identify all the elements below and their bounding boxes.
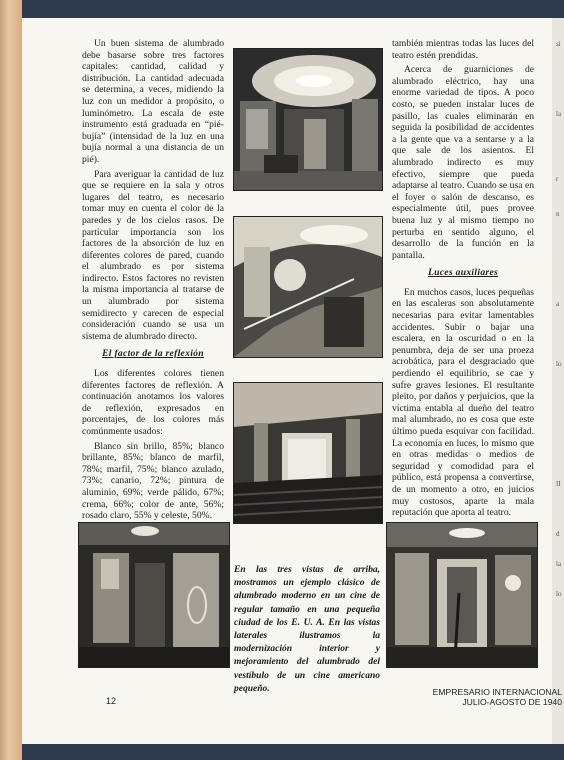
photo-theater-staircase [233, 216, 383, 358]
section-heading: Luces auxiliares [427, 267, 499, 279]
edge-fragment: la [556, 560, 562, 568]
paragraph: Blanco sin brillo, 85%; blanco brillante, 85%; blanco de marfil, 78%; marfil, 75%; blanco azulado, 73%; canario, 72%; pintura de aluminio, 69%; verde pálido, 67%; crema, 66%; color de ante, 56%; rosado claro, 55% y celeste, 50%. [82, 440, 224, 522]
edge-fragment: la [556, 110, 562, 118]
section-heading: El factor de la reflexión [102, 348, 204, 360]
publication-footer [422, 687, 562, 707]
photo-theater-auditorium [233, 382, 383, 524]
edge-fragment: d [556, 530, 560, 538]
paragraph: también mientras todas las luces del teatro estén prendidas. [392, 38, 534, 61]
photo-vestibule-left [78, 522, 230, 668]
edge-fragment: lo [556, 590, 562, 598]
photo-vestibule-right [386, 522, 538, 668]
edge-fragment: r [556, 175, 559, 183]
edge-fragment: n [556, 210, 560, 218]
paragraph: Un buen sistema de alumbrado debe basarse sobre tres factores capitales: cantidad, calidad y distribución. La cantidad adecuada se determina, a veces, midiendo la luz con un medidor a propósito, o luminómetro. La escala de este instrumento está graduada en “pié-bujía” (intensidad de la luz en una bujía normal a una distancia de un pié). [82, 38, 224, 165]
book-spine [0, 0, 22, 760]
publication-name: EMPRESARIO INTERNACIONAL [432, 687, 562, 697]
edge-fragment: lo [556, 360, 562, 368]
paragraph: Los diferentes colores tienen diferentes factores de reflexión. A continuación anotamos los valores de reflexión, expresados en porcentajes, de los colores más comúnmente usados: [82, 368, 224, 437]
paragraph: En muchos casos, luces pequeñas en las escaleras son absolutamente necesarias para evitar lamentables accidentes. Subir o bajar una escalera, en la oscuridad o en la penumbra, deja de ser una proeza acrobática, para el desgraciado que perdiendo el equilibrio, se cae y sufre graves lesiones. El resultante pleito, por daños y perjuicios, que la víctima entabla al dueño del teatro mal alumbrado, no es cosa que este último pueda esquivar con facilidad. La economía en luces, lo mismo que en otras medidas o medios de seguridad y comodidad para el público, está propensa a convertirse, de un momento a otro, en juicios muy costosos, aparte la mala reputación que aporta al teatro. [392, 286, 534, 519]
paragraph: Acerca de guarniciones de alumbrado eléctrico, hay una enorme variedad de tipos. A poco costo, se pueden instalar luces de pasillo, las cuales eliminarán en seguida la posibilidad de accidentes a la gente que va a sentarse y a la que sale de los asientos. El alumbrado indirecto es muy efectivo, siempre que pueda adaptarse al teatro. Cuando se usa en el foyer o salón de descanso, es especialmente útil, pues provee buena luz y al mismo tiempo no perturba en sentido alguno, el desarrollo de la función en la pantalla. [392, 64, 534, 261]
edge-fragment: a [556, 300, 560, 308]
next-page-edge [552, 18, 564, 744]
edge-fragment: II [556, 480, 561, 488]
publication-issue: JULIO-AGOSTO DE 1940 [462, 697, 562, 707]
paragraph: Para averiguar la cantidad de luz que se requiere en la sala y otros lugares del teatro, es necesario tomar muy en cuenta el color de la paredes y de los cielos rasos. De particular importancia son los factores de la absorción de luz en diferentes colores de pared, cuando el alumbrado es por sistema indirecto. Estos factores no revisten la misma importancia al tratarse de un alumbrado por sistema semidirecto y carecen de especial consideración cuando se usa un sistema de alumbrado directo. [82, 168, 224, 342]
edge-fragment: si [556, 40, 561, 48]
photo-theater-lobby [233, 48, 383, 191]
page-number: 12 [106, 696, 117, 706]
photo-caption: En las tres vistas de arriba, mostramos un ejemplo clásico de alumbrado moderno en un cine de regular tamaño en una pequeña ciudad de los E. U. A. En las vistas laterales ilustramos la modernización interior y mejoramiento del alumbrado del vestíbulo de un cine americano pequeño. [234, 565, 380, 694]
